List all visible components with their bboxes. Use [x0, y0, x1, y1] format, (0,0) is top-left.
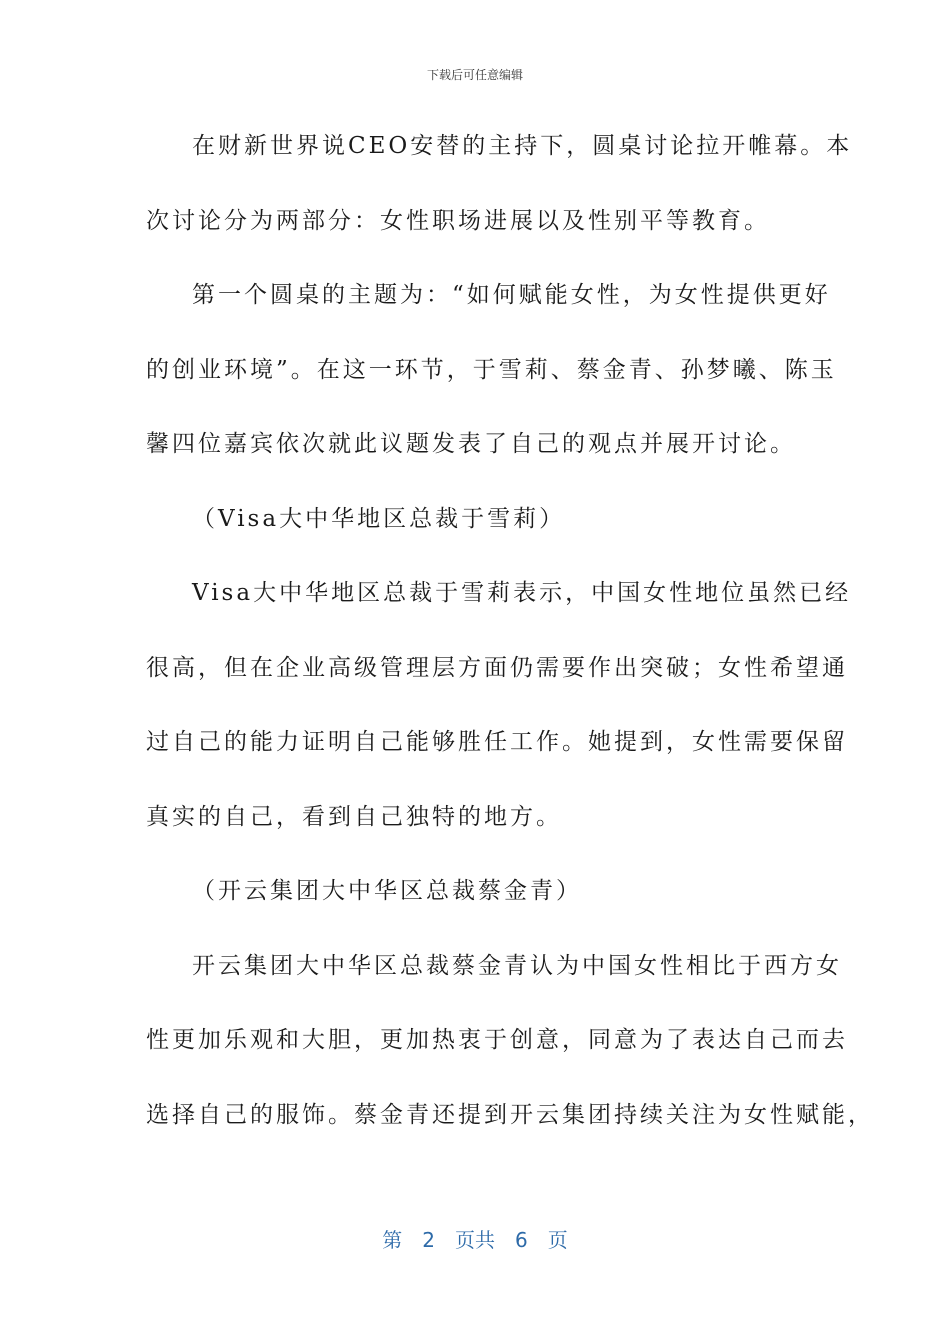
text-line: 第一个圆桌的主题为：“如何赋能女性，为女性提供更好: [192, 282, 831, 308]
footer-suffix: 页: [547, 1228, 568, 1252]
text-line: 真实的自己，看到自己独特的地方。: [146, 803, 562, 830]
paragraph: [146, 270, 837, 494]
text-line: 的创业环境”。在这一环节，于雪莉、蔡金青、孙梦曦、陈玉: [146, 356, 837, 383]
paragraph: [146, 568, 852, 866]
paragraph: [146, 121, 853, 270]
header-note: 下载后可任意编辑: [426, 68, 523, 82]
speaker-heading: （Visa大中华地区总裁于雪莉）: [192, 505, 566, 532]
text-line: 馨四位嘉宾依次就此议题发表了自己的观点并展开讨论。: [146, 431, 796, 457]
footer-prefix: 第: [382, 1228, 403, 1252]
footer-total-pages: 6: [515, 1228, 528, 1252]
paragraph: [146, 494, 794, 569]
text-line: 开云集团大中华区总裁蔡金青认为中国女性相比于西方女: [192, 952, 842, 979]
text-line: 性更加乐观和大胆，更加热衷于创意，同意为了表达自己而去: [146, 1027, 848, 1053]
paragraph: [146, 866, 794, 941]
speaker-heading: （开云集团大中华区总裁蔡金青）: [192, 878, 582, 904]
page-footer: [0, 1224, 950, 1253]
text-line: 选择自己的服饰。蔡金青还提到开云集团持续关注为女性赋能，: [146, 1101, 874, 1128]
document-body: [146, 121, 874, 1164]
text-line: Visa大中华地区总裁于雪莉表示，中国女性地位虽然已经: [192, 580, 852, 606]
paragraph: [146, 941, 874, 1165]
text-line: 次讨论分为两部分：女性职场进展以及性别平等教育。: [146, 207, 770, 234]
text-line: 很高，但在企业高级管理层方面仍需要作出突破；女性希望通: [146, 654, 848, 681]
text-line: 在财新世界说CEO安替的主持下，圆桌讨论拉开帷幕。本: [192, 133, 853, 159]
footer-middle: 页共: [455, 1228, 495, 1252]
footer-page-number: 2: [422, 1228, 435, 1252]
text-line: 过自己的能力证明自己能够胜任工作。她提到，女性需要保留: [146, 729, 848, 755]
